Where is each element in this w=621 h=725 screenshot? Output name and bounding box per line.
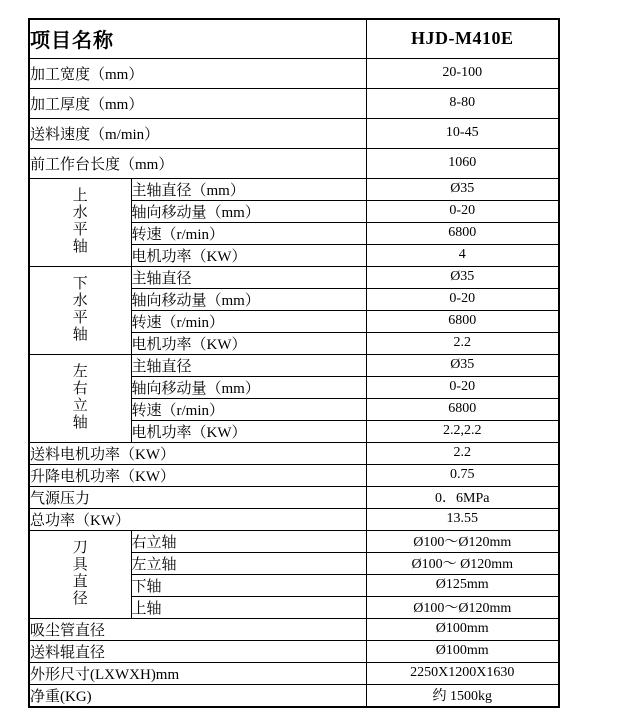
row-value: 20-100 — [366, 58, 559, 88]
table-row — [29, 640, 559, 662]
table-row — [29, 618, 559, 640]
row-value: Ø100mm — [366, 640, 559, 662]
row-label: 轴向移动量（mm） — [131, 288, 366, 310]
group-label-lower-spindle — [29, 266, 131, 354]
row-value: 10-45 — [366, 118, 559, 148]
row-label: 右立轴 — [131, 530, 366, 552]
row-label: 送料速度（m/min） — [29, 118, 366, 148]
row-label: 吸尘管直径 — [29, 618, 366, 640]
row-value: Ø100mm — [366, 618, 559, 640]
row-label: 外形尺寸(LXWXH)mm — [29, 662, 366, 684]
row-label: 主轴直径 — [131, 266, 366, 288]
group-label-text: 上水平轴 — [72, 188, 88, 255]
table-row — [29, 148, 559, 178]
row-label: 加工厚度（mm） — [29, 88, 366, 118]
row-label: 电机功率（KW） — [131, 244, 366, 266]
row-value: 6800 — [366, 222, 559, 244]
row-value: 6800 — [366, 398, 559, 420]
header-row — [29, 19, 559, 58]
group-label-text: 左右立轴 — [72, 364, 88, 431]
row-value: Ø100～Ø120mm — [366, 596, 559, 618]
row-label: 轴向移动量（mm） — [131, 200, 366, 222]
group-label-text: 刀具直径 — [72, 540, 88, 607]
row-value: 13.55 — [366, 508, 559, 530]
row-value: 6800 — [366, 310, 559, 332]
row-value: 0-20 — [366, 376, 559, 398]
row-value: Ø100～ Ø120mm — [366, 552, 559, 574]
row-label: 电机功率（KW） — [131, 420, 366, 442]
spec-table — [28, 18, 560, 708]
row-value: 0-20 — [366, 200, 559, 222]
row-label: 总功率（KW） — [29, 508, 366, 530]
table-row — [29, 266, 559, 288]
table-row — [29, 530, 559, 552]
row-value: Ø125mm — [366, 574, 559, 596]
table-row — [29, 684, 559, 707]
table-row — [29, 178, 559, 200]
row-value: 2.2 — [366, 332, 559, 354]
table-row — [29, 442, 559, 464]
row-value: Ø35 — [366, 354, 559, 376]
table-title: 项目名称 — [29, 19, 366, 58]
row-label: 轴向移动量（mm） — [131, 376, 366, 398]
row-value: Ø100～Ø120mm — [366, 530, 559, 552]
row-value: 2.2 — [366, 442, 559, 464]
row-value: Ø35 — [366, 266, 559, 288]
row-label: 升降电机功率（KW） — [29, 464, 366, 486]
table-row — [29, 486, 559, 508]
group-label-upper-spindle — [29, 178, 131, 266]
row-label: 电机功率（KW） — [131, 332, 366, 354]
group-label-tool-diameter — [29, 530, 131, 618]
table-row — [29, 88, 559, 118]
row-label: 气源压力 — [29, 486, 366, 508]
row-value: 0.75 — [366, 464, 559, 486]
table-row — [29, 508, 559, 530]
row-label: 左立轴 — [131, 552, 366, 574]
row-label: 送料电机功率（KW） — [29, 442, 366, 464]
group-label-side-spindle — [29, 354, 131, 442]
row-value: 4 — [366, 244, 559, 266]
row-value: Ø35 — [366, 178, 559, 200]
group-label-text: 下水平轴 — [72, 276, 88, 343]
row-value: 约 1500kg — [366, 684, 559, 707]
row-label: 加工宽度（mm） — [29, 58, 366, 88]
row-label: 送料辊直径 — [29, 640, 366, 662]
table-row — [29, 464, 559, 486]
row-value: 0．6MPa — [366, 486, 559, 508]
row-label: 主轴直径（mm） — [131, 178, 366, 200]
table-row — [29, 354, 559, 376]
row-value: 1060 — [366, 148, 559, 178]
table-row — [29, 58, 559, 88]
row-label: 主轴直径 — [131, 354, 366, 376]
table-row — [29, 118, 559, 148]
row-label: 下轴 — [131, 574, 366, 596]
row-label: 上轴 — [131, 596, 366, 618]
row-label: 转速（r/min） — [131, 310, 366, 332]
row-value: 8-80 — [366, 88, 559, 118]
row-value: 2250X1200X1630 — [366, 662, 559, 684]
row-label: 净重(KG) — [29, 684, 366, 707]
row-label: 转速（r/min） — [131, 222, 366, 244]
model-name: HJD-M410E — [366, 19, 559, 58]
row-value: 2.2,2.2 — [366, 420, 559, 442]
table-row — [29, 662, 559, 684]
row-label: 转速（r/min） — [131, 398, 366, 420]
row-value: 0-20 — [366, 288, 559, 310]
row-label: 前工作台长度（mm） — [29, 148, 366, 178]
